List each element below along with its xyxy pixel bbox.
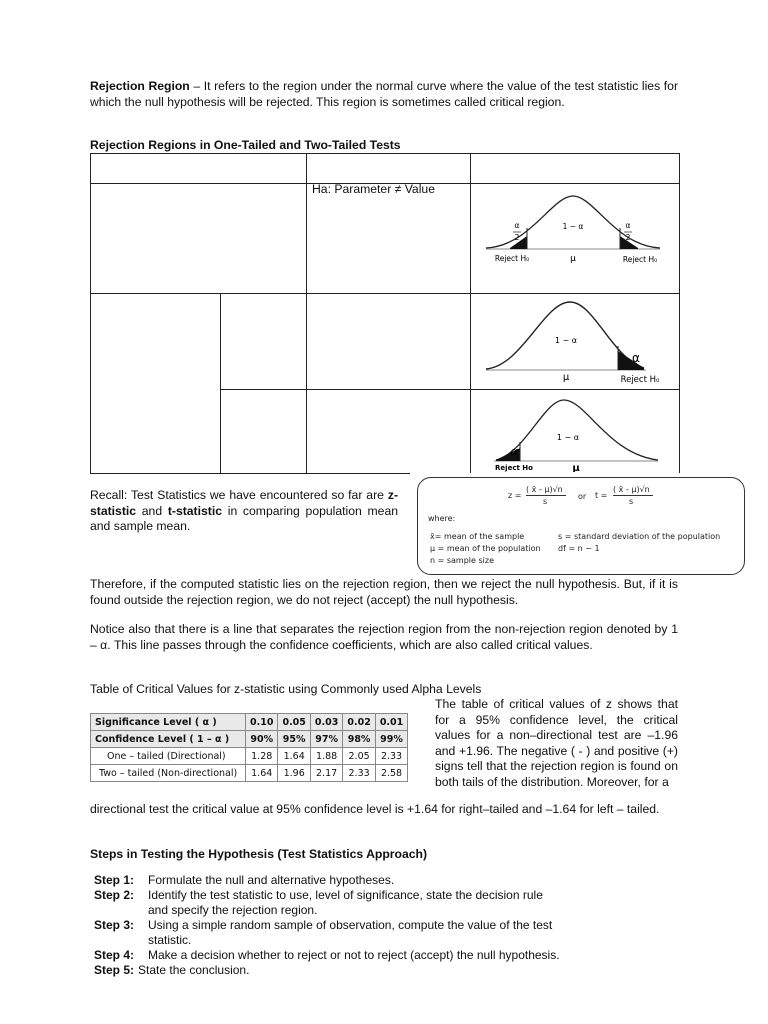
alpha-right: α [625,221,631,230]
row-label: Confidence Level ( 1 – α ) [91,731,246,748]
mu-label: μ [570,254,576,264]
step-item [94,963,564,978]
step-text: Make a decision whether to reject or not to reject (accept) the null hypothesis. [148,948,560,962]
table-heading: Rejection Regions in One-Tailed and Two-Tailed Tests [90,138,401,152]
alpha-left: α [514,221,520,230]
table-cell: 0.02 [343,714,375,731]
notice-paragraph: Notice also that there is a line that separates the rejection region from the non-rejection region denoted by 1 – α. This line passes through the confidence coefficients, which are also called critical values. [90,622,678,652]
table-cell: 0.05 [278,714,310,731]
table-cell: 1.88 [310,748,342,765]
reject-label: Reject H₀ [620,375,660,385]
two-left: 2 [514,233,520,242]
t-statistic-term: t-statistic [167,503,223,518]
intro-definition: – It refers to the region under the normal curve where the value of the test statistic lies for which the null hypothesis will be rejected. This region is sometimes called critical region. [90,79,678,109]
table-cell: 2.33 [375,748,407,765]
step-text: State the conclusion. [138,963,250,977]
step-number: Step 4: [94,948,135,962]
step-number: Step 1: [94,873,135,887]
step-item [94,888,564,918]
table-line [220,293,221,473]
z-denominator: s [543,497,548,506]
table-cell: 2.33 [343,765,375,782]
intro-term: Rejection Region [90,79,190,93]
table-line [90,153,91,473]
table-cell: 1.64 [278,748,310,765]
t-fraction-bar [613,495,653,496]
z-prefix: z = [508,491,522,500]
df-definition: df = n − 1 [558,544,600,553]
table-cell: 2.17 [310,765,342,782]
cv-caption: Table of Critical Values for z-statistic using Commonly used Alpha Levels [90,682,482,696]
table-cell: 90% [246,731,278,748]
step-number: Step 5: [94,963,135,977]
alpha-label: α [632,351,640,365]
table-cell: 0.01 [375,714,407,731]
alpha-label: α [510,445,518,458]
steps-heading: Steps in Testing the Hypothesis (Test Statistics Approach) [90,847,428,861]
recall-text-1: Recall: Test Statistics we have encountered so far are [90,488,388,502]
left-tailed-curve [482,392,672,472]
z-statistic-term: z-statistic [90,488,398,518]
table-cell: 1.64 [246,765,278,782]
table-line [220,389,680,390]
row-label: Two – tailed (Non-directional) [91,765,246,782]
step-number: Step 2: [94,888,135,902]
table-cell: 95% [278,731,310,748]
row-label: Significance Level ( α ) [91,714,246,731]
table-row [91,714,408,731]
right-tail-region [618,351,644,370]
or-text: or [578,492,587,501]
z-fraction-bar [526,495,566,496]
table-cell: 1.28 [246,748,278,765]
table-line [679,153,680,473]
center-label: 1 − α [556,433,580,442]
step-number: Step 3: [94,918,135,932]
intro-paragraph [90,79,678,110]
n-definition: n = sample size [430,556,494,565]
reject-label: Reject Ho [495,464,533,472]
table-row [91,731,408,748]
two-right: 2 [625,233,631,242]
mu-label: μ [562,372,570,383]
table-cell: 97% [310,731,342,748]
where-label: where: [428,514,456,523]
step-item [94,918,564,948]
table-cell: 1.96 [278,765,310,782]
table-cell: 0.03 [310,714,342,731]
t-denominator: s [629,497,634,506]
s-definition: s = standard deviation of the population [558,532,721,541]
t-prefix: t = [595,491,608,500]
center-label: 1 − α [554,336,578,345]
cv-explanation-side: The table of critical values of z shows that for a 95% confidence level, the critical values for a non–directional test are –1.96 and +1.96. The negative ( - ) and positive (+) signs tell that the rejection region is found on both tails of the distribution. Moreover, for a [435,697,678,789]
two-tailed-curve [480,186,670,270]
table-row [91,748,408,765]
reject-right-label: Reject H₀ [622,255,658,264]
table-cell: 2.58 [375,765,407,782]
recall-and: and [136,503,168,518]
table-cell: 2.05 [343,748,375,765]
cv-explanation-full: directional test the critical value at 95% confidence level is +1.64 for right–tailed and –1.64 for left – tailed. [90,802,660,816]
formula-box [417,477,745,575]
table-line [470,153,471,473]
therefore-paragraph: Therefore, if the computed statistic lies on the rejection region, then we reject the null hypothesis. But, if it is found outside the rejection region, we do not reject (accept) the null hypothesis. [90,577,678,607]
mu-label: μ [572,463,580,472]
z-numerator: ( x̄ - μ)√n [526,485,563,494]
mu-definition: μ = mean of the population [430,544,541,553]
step-text: Formulate the null and alternative hypotheses. [148,873,395,887]
x-definition: x̄= mean of the sample [430,532,525,541]
t-numerator: ( x̄ - μ)√n [613,485,650,494]
table-cell: 98% [343,731,375,748]
step-text: Identify the test statistic to use, level of significance, state the decision rule and specify the rejection region. [148,888,543,917]
table-line [90,293,680,294]
table-line [90,153,680,154]
table-cell: 0.10 [246,714,278,731]
center-label: 1 − α [562,222,584,231]
steps-list [94,873,564,978]
reject-left-label: Reject H₀ [494,254,530,263]
recall-text-2: in comparing population mean and sample mean. [90,503,398,533]
table-row [91,765,408,782]
recall-paragraph [90,488,398,535]
ha-two-tailed: Ha: Parameter ≠ Value [312,182,435,196]
step-text: Using a simple random sample of observation, compute the value of the test statistic. [148,918,553,947]
table-line [90,473,410,474]
step-item [94,873,564,888]
right-tailed-curve [482,296,672,388]
step-item [94,948,564,963]
row-label: One – tailed (Directional) [91,748,246,765]
table-line [306,153,307,473]
table-cell: 99% [375,731,407,748]
critical-values-table [90,713,408,782]
